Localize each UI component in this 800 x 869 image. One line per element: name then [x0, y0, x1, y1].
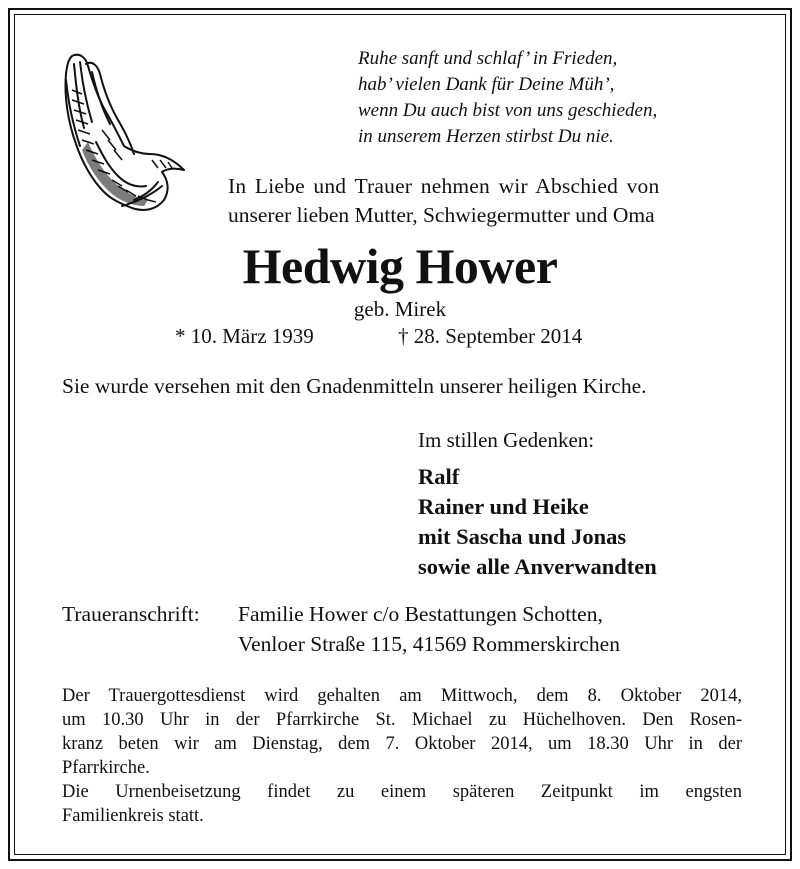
- intro-line: In Liebe und Trauer nehmen wir Abschied von: [228, 174, 660, 198]
- memory-heading: Im stillen Gedenken:: [418, 428, 595, 452]
- poem-line: hab’ vielen Dank für Deine Müh’,: [358, 74, 615, 95]
- mourner-line: sowie alle Anverwandten: [418, 554, 657, 579]
- poem-line: wenn Du auch bist von uns geschieden,: [358, 100, 658, 121]
- mourner-line: mit Sascha und Jonas: [418, 524, 627, 549]
- deceased-name: Hedwig Hower: [242, 238, 558, 294]
- mourner-line: Ralf: [418, 464, 460, 489]
- poem: [358, 46, 657, 150]
- sacrament-text: Sie wurde versehen mit den Gnadenmitteln unserer heiligen Kirche.: [62, 374, 647, 398]
- intro-line: unserer lieben Mutter, Schwiegermutter und Oma: [228, 203, 655, 227]
- death-date: † 28. September 2014: [398, 324, 583, 348]
- praying-hands-icon: [52, 50, 188, 216]
- address-line-2: Venloer Straße 115, 41569 Rommerskirchen: [238, 632, 620, 656]
- service-line: Die Urnenbeisetzung findet zu einem späteren Zeitpunkt im engsten: [62, 782, 742, 802]
- service-line: Familienkreis statt.: [62, 806, 204, 826]
- service-line: um 10.30 Uhr in der Pfarrkirche St. Michael zu Hüchelhoven. Den Rosen-: [62, 710, 742, 730]
- service-line: kranz beten wir am Dienstag, dem 7. Oktober 2014, um 18.30 Uhr in der: [62, 734, 742, 754]
- poem-line: Ruhe sanft und schlaf’ in Frieden,: [358, 48, 618, 69]
- birth-date: * 10. März 1939: [175, 324, 314, 348]
- service-line: Der Trauergottesdienst wird gehalten am Mittwoch, dem 8. Oktober 2014,: [62, 686, 742, 706]
- mourner-line: Rainer und Heike: [418, 494, 589, 519]
- maiden-name: geb. Mirek: [353, 297, 447, 321]
- address-line-1: Familie Hower c/o Bestattungen Schotten,: [238, 602, 603, 626]
- mourners-list: [418, 462, 657, 582]
- farewell-intro: [228, 172, 744, 230]
- service-details: [62, 684, 742, 828]
- address-label: Traueranschrift:: [62, 602, 200, 626]
- service-line: Pfarrkirche.: [62, 758, 150, 778]
- poem-line: in unserem Herzen stirbst Du nie.: [358, 126, 614, 147]
